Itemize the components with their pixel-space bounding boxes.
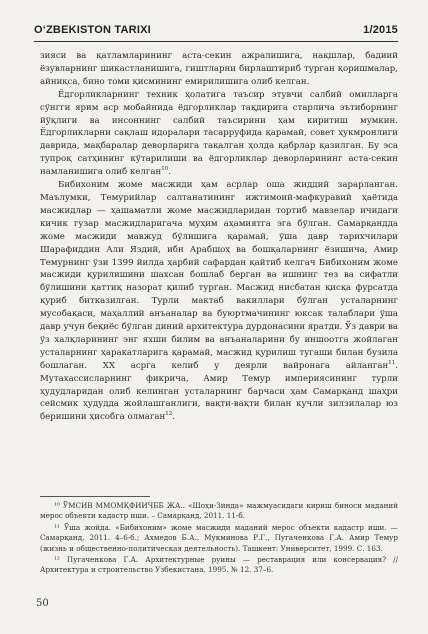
- footnote-ref-11: 11: [388, 359, 396, 366]
- page-number: 50: [36, 598, 49, 609]
- footnote-12: ¹² Пугаченкова Г.А. Архитектурные руины — реставрация или консервация? // Архитектура и строительство Узбекистана. 1995. № 12. 37–6.: [40, 555, 398, 575]
- paragraph-1: зияси ва қатламларининг аста-секин ажралишига, нақшлар, бадиий ёзувларнинг шикастланишига, гиштларни бирлаштириб турган қоришмалар, айниқса, бино томи қисмининг емирилишига олиб келган.: [40, 51, 398, 87]
- paragraph-2: Ёдгорликларнинг техник ҳолатига таъсир этувчи салбий омилларга сўнгги ярим аср мобайнида ёдгорликлар тақдирига старлича эътиборнинг йўқлиги ва инсоннинг салбий таъсирини ҳам киритиш мумкин. Ёдгорликларни сақлаш идоралари тасарруфида қарамай, совет ҳукмронлиги даврида, мақбаралар деворларига тақалган ҳолда қабрлар қазилган. Бу эса тупроқ сатҳининг кўтарилиши ва ёдгорликлар деворларининг аста-секин намланишига олиб келган$^{10}$.: [40, 89, 398, 178]
- footnote-11: ¹¹ Ўша жойда. «Бибихоним» жоме масжиди маданий мерос объекти кадастр иши. — Самарқанд, 2011. 4–6-б.; Ахмедов Б.А., Мукминова Р.Г., Пугаченкова Г.А. Амир Темур (жизнь и общественно-политическая деятельность). Ташкент: Университет, 1999. С. 163.: [40, 522, 398, 553]
- footnote-ref-10: 10: [161, 166, 169, 173]
- header-rule: [34, 41, 398, 42]
- footnote-rule: [40, 496, 150, 497]
- footnotes: [40, 501, 398, 577]
- issue-number: 1/2015: [363, 24, 398, 36]
- paragraph-3: Бибихоним жоме масжиди ҳам асрлар оша жиддий зарарланган. Маълумки, Темурийлар салтанатининг ижтимоий-мафкуравий ҳаётида масжидлар — ҳашаматли жоме масжидларидан тортиб мавзелар ичидаги кичик гузар масжидларигача муҳим аҳамиятга эга бўлган. Самарқандда жоме масжиди мавжуд бўлишига қарамай, ўша давр тарихчилари Шарафиддин Али Яздий, ибн Арабшоҳ ва бошқаларнинг ёзишича, Амир Темурнинг ўзи 1399 йилда ҳарбий сафардан қайтиб келгач Бибихоним жоме масжиди қурилишини шахсан бошлаб берган ва ишнинг тез ва сифатли бўлишини қаттиқ назорат қилиб турган. Масжид нисбатан қисқа фурсатда қуриб битказилган. Турли мактаб вакиллари бўлган усталарнинг мусобақаси, маҳаллий анъаналар ва буюртмачининг юксак талаблари ўша давр учун беқиёс бўлган диний архитектура дурдонасини яратди. Ўз даври ва ўз халқларининг энг яхши билим ва анъаналарини бу иншоотга жойлаган усталарнинг ҳаракатларига қарамай, масжид қурилиш тугаши билан бузила бошлаган. XX асрга келиб у деярли вайронага айланган$^{11}$. Мутахассисларнинг фикрича, Амир Темур империясининг турли ҳудудларидан олиб келинган усталарнинг барчаси ҳам Самарқанд шаҳри сейсмик ҳудудда жойлашганлиги, вақти-вақти билан кучли зилзилалар юз беришини ҳисобга олмаган$^{12}$.: [40, 180, 398, 423]
- footnote-ref-12: 12: [165, 411, 173, 418]
- running-header: [34, 24, 398, 36]
- footnote-10: ¹⁰ ЎМСИВ ММОМҚФИИЧББ ЖА.. «Шоҳи-Зинда» мажмуасидаги кириш биноси маданий мерос объекти кадастр иши. – Самарқанд, 2011. 11-б.: [40, 501, 398, 521]
- journal-title: O‘ZBEKISTON TARIXI: [34, 24, 151, 36]
- article-body: [40, 50, 398, 424]
